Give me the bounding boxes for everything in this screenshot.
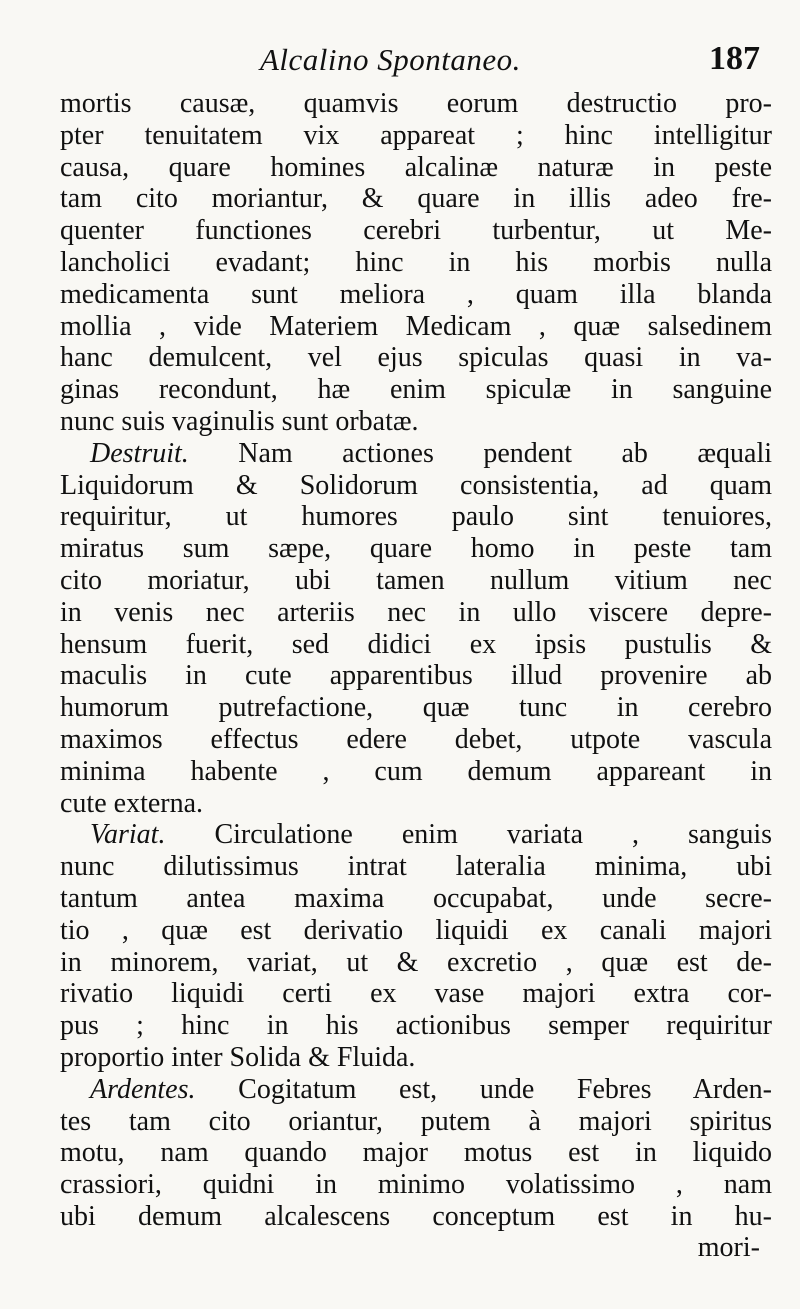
line-text: quenter functiones cerebri turbentur, ut Me-: [60, 215, 772, 247]
line-text: crassiori, quidni in minimo volatissimo , nam: [60, 1169, 772, 1201]
text-line: [60, 88, 772, 120]
text-line: [60, 883, 772, 915]
line-text: Nam actiones pendent ab æquali: [188, 437, 772, 469]
line-text: lancholici evadant; hinc in his morbis nulla: [60, 246, 772, 278]
text-line: [60, 215, 772, 247]
text-line: [60, 1169, 772, 1201]
line-text: humorum putrefactione, quæ tunc in cerebro: [60, 692, 772, 724]
line-text: Liquidorum & Solidorum consistentia, ad quam: [60, 469, 772, 501]
line-text: mortis causæ, quamvis eorum destructio pro-: [60, 88, 772, 119]
text-line: [60, 1106, 772, 1138]
text-line: [60, 533, 772, 565]
text-line: [60, 1137, 772, 1169]
marginal-keyword: Ardentes.: [90, 1073, 196, 1105]
line-text: in minorem, variat, ut & excretio , quæ est de-: [60, 946, 772, 978]
line-text: maculis in cute apparentibus illud provenire ab: [60, 660, 772, 692]
line-text: ginas recondunt, hæ enim spiculæ in sanguine: [60, 374, 772, 406]
line-text: cute externa.: [60, 787, 204, 819]
line-text: maximos effectus edere debet, utpote vascula: [60, 723, 772, 755]
marginal-keyword: Variat.: [90, 819, 166, 851]
text-line: [60, 438, 772, 470]
line-text: cito moriatur, ubi tamen nullum vitium nec: [60, 564, 772, 596]
text-line: [60, 819, 772, 851]
line-text: tes tam cito oriantur, putem à majori spiritus: [60, 1105, 772, 1137]
text-line: [60, 279, 772, 311]
line-text: hensum fuerit, sed didici ex ipsis pustulis &: [60, 628, 772, 660]
text-line: [60, 311, 772, 343]
line-text: Cogitatum est, unde Febres Arden-: [195, 1073, 772, 1105]
running-title: Alcalino Spontaneo.: [260, 42, 521, 77]
line-text: miratus sum sæpe, quare homo in peste tam: [60, 533, 772, 565]
page-number: 187: [709, 40, 760, 77]
text-line: [60, 724, 772, 756]
catchword: mori-: [697, 1232, 760, 1263]
text-line: [60, 947, 772, 979]
line-text: tam cito moriantur, & quare in illis adeo fre-: [60, 183, 772, 215]
line-text: minima habente , cum demum appareant in: [60, 755, 772, 787]
line-text: causa, quare homines alcalinæ naturæ in peste: [60, 151, 772, 183]
text-line: [60, 1201, 772, 1233]
line-text: Circulatione enim variata , sanguis: [165, 819, 772, 851]
text-line: [60, 597, 772, 629]
line-text: requiritur, ut humores paulo sint tenuiores,: [60, 501, 772, 533]
text-line: [60, 120, 772, 152]
line-text: pus ; hinc in his actionibus semper requiritur: [60, 1010, 772, 1042]
line-text: nunc suis vaginulis sunt orbatæ.: [60, 405, 419, 437]
line-text: rivatio liquidi certi ex vase majori extra cor-: [60, 978, 772, 1010]
page-header: [60, 40, 760, 84]
text-line: [60, 247, 772, 279]
text-line: [60, 1042, 772, 1074]
text-line: [60, 565, 772, 597]
text-line: [60, 342, 772, 374]
text-line: [60, 629, 772, 661]
text-line: [60, 851, 772, 883]
line-text: ubi demum alcalescens conceptum est in hu-: [60, 1200, 772, 1232]
text-line: [60, 470, 772, 502]
line-text: tio , quæ est derivatio liquidi ex canali majori: [60, 914, 772, 946]
text-line: [60, 406, 772, 438]
text-line: [60, 152, 772, 184]
text-line: [60, 756, 772, 788]
text-line: [60, 915, 772, 947]
text-line: [60, 501, 772, 533]
text-line: [60, 692, 772, 724]
text-line: [60, 1010, 772, 1042]
text-line: [60, 978, 772, 1010]
text-line: [60, 183, 772, 215]
text-line: [60, 1074, 772, 1106]
line-text: motu, nam quando major motus est in liquido: [60, 1137, 772, 1169]
line-text: in venis nec arteriis nec in ullo viscere depre-: [60, 596, 772, 628]
line-text: proportio inter Solida & Fluida.: [60, 1041, 416, 1073]
line-text: tantum antea maxima occupabat, unde secre-: [60, 882, 772, 914]
text-line: [60, 660, 772, 692]
line-text: pter tenuitatem vix appareat ; hinc intelligitur: [60, 119, 772, 151]
text-line: [60, 788, 772, 820]
marginal-keyword: Destruit.: [90, 437, 189, 469]
line-text: hanc demulcent, vel ejus spiculas quasi in va-: [60, 342, 772, 374]
line-text: nunc dilutissimus intrat lateralia minima, ubi: [60, 851, 772, 883]
text-line: [60, 374, 772, 406]
line-text: mollia , vide Materiem Medicam , quæ salsedinem: [60, 310, 772, 342]
line-text: medicamenta sunt meliora , quam illa blanda: [60, 278, 772, 310]
body-text: [60, 88, 772, 1233]
